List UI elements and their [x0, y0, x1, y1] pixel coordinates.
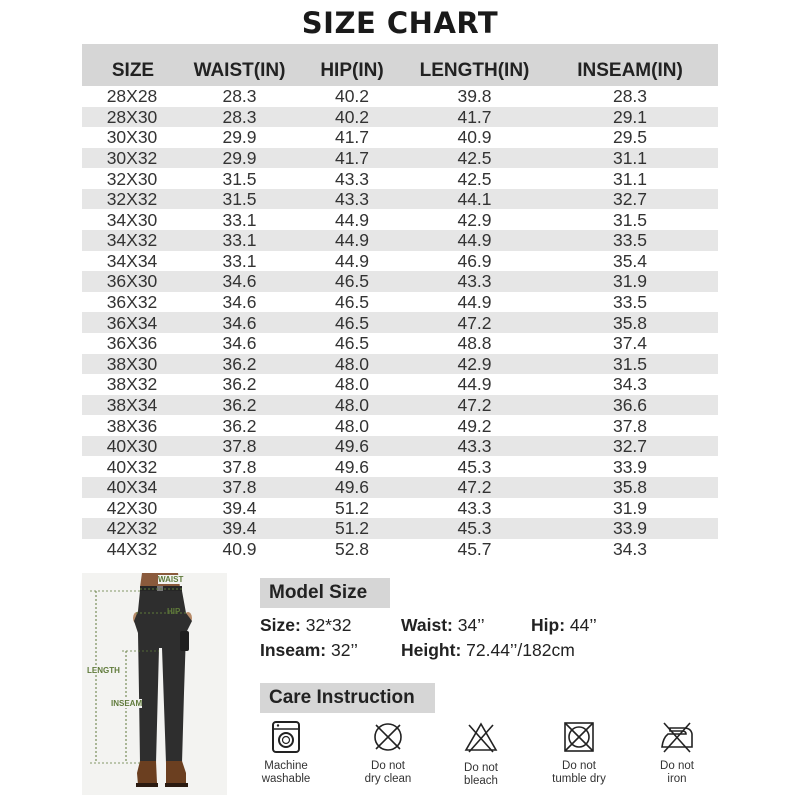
cell-waist: 37.8 — [222, 477, 257, 498]
column-header-size: SIZE — [111, 60, 155, 81]
cell-length: 49.2 — [457, 415, 492, 436]
table-row — [82, 415, 718, 436]
cell-size: 32X30 — [106, 168, 158, 189]
model-size-spec — [260, 615, 351, 636]
cell-waist: 34.6 — [222, 271, 257, 292]
cell-inseam: 31.5 — [612, 353, 648, 374]
cell-waist: 36.2 — [222, 353, 257, 374]
cell-inseam: 34.3 — [612, 374, 648, 395]
cell-size: 44X32 — [106, 539, 158, 559]
cell-length: 42.5 — [457, 168, 492, 189]
cell-hip: 40.2 — [334, 86, 370, 107]
no-tumble-dry-icon — [562, 720, 596, 754]
size-chart-table — [82, 44, 718, 559]
table-row — [82, 148, 718, 169]
care-label-line1: Machine — [264, 760, 308, 772]
table-row — [82, 477, 718, 498]
cell-hip: 46.5 — [334, 271, 370, 292]
cell-hip: 46.5 — [334, 333, 370, 354]
care-item-no-dry-clean — [343, 720, 433, 786]
cell-inseam: 34.3 — [612, 539, 648, 559]
care-item-machine-wash — [241, 720, 331, 786]
cell-inseam: 33.5 — [612, 292, 648, 313]
table-row — [82, 374, 718, 395]
care-label-line2: dry clean — [364, 773, 412, 785]
cell-hip: 48.0 — [334, 415, 370, 436]
cell-length: 47.2 — [457, 312, 492, 333]
table-row — [82, 456, 718, 477]
cell-length: 43.3 — [457, 271, 492, 292]
page-title: SIZE CHART — [301, 6, 499, 40]
waist-label: WAIST — [158, 575, 184, 584]
cell-size: 34X30 — [106, 209, 158, 230]
table-row — [82, 354, 718, 375]
cell-hip: 51.2 — [334, 497, 370, 518]
cell-inseam: 31.1 — [612, 148, 648, 169]
cell-length: 43.3 — [457, 497, 492, 518]
care-label-line1: Do not — [562, 760, 596, 772]
table-row — [82, 498, 718, 519]
care-item-no-iron — [632, 720, 722, 786]
inseam-spec-label: Inseam: — [260, 640, 327, 660]
cell-waist: 36.2 — [222, 394, 257, 415]
waist-spec-value: 34’’ — [452, 615, 485, 635]
cell-size: 28X30 — [106, 106, 158, 127]
cell-length: 43.3 — [457, 436, 492, 457]
inseam-label: INSEAM — [111, 699, 143, 708]
cell-inseam: 31.5 — [612, 209, 648, 230]
table-row — [82, 271, 718, 292]
cell-length: 45.7 — [457, 539, 492, 559]
inseam-spec-value: 32’’ — [326, 640, 358, 660]
cell-size: 38X32 — [106, 374, 158, 395]
cell-inseam: 29.1 — [612, 106, 648, 127]
cell-waist: 34.6 — [222, 292, 257, 313]
cell-hip: 49.6 — [334, 477, 370, 498]
cell-size: 30X32 — [106, 148, 158, 169]
cell-inseam: 29.5 — [612, 127, 648, 148]
column-header-length: LENGTH(IN) — [419, 60, 530, 81]
cell-length: 44.1 — [457, 189, 492, 210]
cell-length: 44.9 — [457, 374, 492, 395]
hip-label: HIP — [167, 607, 181, 616]
care-label-line2: bleach — [464, 775, 498, 787]
cell-waist: 36.2 — [222, 374, 257, 395]
cell-waist: 40.9 — [222, 539, 257, 559]
table-row — [82, 86, 718, 107]
cell-waist: 37.8 — [222, 456, 257, 477]
cell-hip: 46.5 — [334, 312, 370, 333]
cell-hip: 43.3 — [334, 168, 370, 189]
cell-size: 34X34 — [106, 250, 158, 271]
cell-size: 40X30 — [106, 436, 158, 457]
cell-inseam: 37.8 — [612, 415, 648, 436]
cell-size: 38X30 — [106, 353, 158, 374]
cell-hip: 48.0 — [334, 394, 370, 415]
waist-spec-label: Waist: — [401, 615, 453, 635]
cell-inseam: 31.9 — [612, 271, 648, 292]
cell-length: 45.3 — [457, 456, 492, 477]
cell-inseam: 36.6 — [612, 394, 648, 415]
model-size-heading: Model Size — [260, 578, 390, 608]
cell-length: 46.9 — [457, 250, 492, 271]
cell-length: 42.9 — [457, 209, 492, 230]
cell-inseam: 31.9 — [612, 497, 648, 518]
cell-hip: 43.3 — [334, 189, 370, 210]
cell-inseam: 31.1 — [612, 168, 648, 189]
cell-waist: 36.2 — [222, 415, 257, 436]
cell-size: 36X30 — [106, 271, 158, 292]
table-row — [82, 518, 718, 539]
care-label-line1: Do not — [371, 760, 405, 772]
cell-hip: 49.6 — [334, 436, 370, 457]
cell-length: 44.9 — [457, 292, 492, 313]
cell-waist: 31.5 — [222, 168, 257, 189]
column-header-hip: HIP(IN) — [320, 60, 384, 81]
cell-waist: 28.3 — [222, 106, 257, 127]
cell-hip: 48.0 — [334, 374, 370, 395]
care-label-line1: Do not — [464, 762, 498, 774]
cell-size: 38X36 — [106, 415, 158, 436]
cell-inseam: 32.7 — [612, 436, 648, 457]
cell-hip: 41.7 — [334, 127, 370, 148]
cell-size: 42X32 — [106, 518, 158, 539]
cell-size: 34X32 — [106, 230, 158, 251]
table-row — [82, 251, 718, 272]
model-height-spec — [401, 640, 575, 661]
table-row — [82, 127, 718, 148]
care-label-line2: tumble dry — [552, 773, 606, 785]
cell-waist: 33.1 — [222, 209, 257, 230]
hip-spec-value: 44’’ — [565, 615, 597, 635]
cell-size: 42X30 — [106, 497, 158, 518]
table-row — [82, 539, 718, 560]
size-label: Size: — [260, 615, 301, 635]
care-item-no-tumble-dry — [534, 720, 624, 786]
cell-inseam: 33.9 — [612, 518, 648, 539]
cell-length: 45.3 — [457, 518, 492, 539]
care-instruction-heading: Care Instruction — [260, 683, 435, 713]
cell-size: 36X36 — [106, 333, 158, 354]
cell-size: 36X34 — [106, 312, 158, 333]
cell-waist: 33.1 — [222, 230, 257, 251]
cell-length: 44.9 — [457, 230, 492, 251]
cell-inseam: 37.4 — [612, 333, 648, 354]
table-row — [82, 395, 718, 416]
model-measurement-figure — [82, 573, 227, 795]
cell-waist: 39.4 — [222, 497, 257, 518]
cell-waist: 39.4 — [222, 518, 257, 539]
cell-waist: 29.9 — [222, 148, 257, 169]
cell-hip: 44.9 — [334, 250, 370, 271]
no-iron-icon — [658, 720, 696, 754]
model-hip-spec — [531, 615, 597, 636]
cell-hip: 44.9 — [334, 209, 370, 230]
cell-length: 39.8 — [457, 86, 492, 107]
column-header-waist: WAIST(IN) — [193, 60, 286, 81]
length-label: LENGTH — [87, 666, 120, 675]
cell-waist: 29.9 — [222, 127, 257, 148]
cell-inseam: 35.8 — [612, 477, 648, 498]
cell-hip: 52.8 — [334, 539, 370, 559]
size-value: 32*32 — [300, 615, 352, 635]
machine-wash-icon — [271, 720, 301, 754]
cell-length: 42.9 — [457, 353, 492, 374]
model-waist-spec — [401, 615, 485, 636]
care-label-line1: Do not — [660, 760, 694, 772]
height-spec-value: 72.44’’/182cm — [461, 640, 575, 660]
table-row — [82, 209, 718, 230]
cell-length: 42.5 — [457, 148, 492, 169]
cell-hip: 44.9 — [334, 230, 370, 251]
cell-waist: 28.3 — [222, 86, 257, 107]
cell-length: 47.2 — [457, 394, 492, 415]
cell-hip: 46.5 — [334, 292, 370, 313]
cell-inseam: 28.3 — [612, 86, 648, 107]
table-row — [82, 230, 718, 251]
cell-size: 30X30 — [106, 127, 158, 148]
cell-size: 40X34 — [106, 477, 158, 498]
cell-length: 47.2 — [457, 477, 492, 498]
table-row — [82, 333, 718, 354]
table-row — [82, 292, 718, 313]
pants-illustration — [82, 573, 227, 795]
cell-waist: 34.6 — [222, 312, 257, 333]
cell-size: 36X32 — [106, 292, 158, 313]
cell-length: 48.8 — [457, 333, 492, 354]
care-label-line2: washable — [261, 773, 311, 785]
column-header-inseam: INSEAM(IN) — [577, 60, 683, 81]
table-row — [82, 436, 718, 457]
cell-hip: 51.2 — [334, 518, 370, 539]
cell-waist: 33.1 — [222, 250, 257, 271]
cell-waist: 31.5 — [222, 189, 257, 210]
cell-waist: 37.8 — [222, 436, 257, 457]
cell-inseam: 35.4 — [612, 250, 648, 271]
cell-size: 38X34 — [106, 394, 158, 415]
cell-inseam: 35.8 — [612, 312, 648, 333]
cell-hip: 49.6 — [334, 456, 370, 477]
hip-spec-label: Hip: — [531, 615, 566, 635]
table-row — [82, 312, 718, 333]
cell-waist: 34.6 — [222, 333, 257, 354]
care-label-line2: iron — [667, 773, 687, 785]
model-inseam-spec — [260, 640, 358, 661]
table-row — [82, 107, 718, 128]
height-spec-label: Height: — [401, 640, 462, 660]
cell-length: 41.7 — [457, 106, 492, 127]
no-bleach-icon — [463, 720, 499, 754]
cell-hip: 40.2 — [334, 106, 370, 127]
cell-length: 40.9 — [457, 127, 492, 148]
cell-hip: 41.7 — [334, 148, 370, 169]
cell-size: 32X32 — [106, 189, 158, 210]
no-dry-clean-icon — [371, 720, 405, 754]
table-row — [82, 189, 718, 210]
cell-size: 40X32 — [106, 456, 158, 477]
care-item-no-bleach — [436, 720, 526, 788]
table-body — [82, 86, 718, 559]
table-header — [82, 44, 718, 86]
cell-inseam: 33.5 — [612, 230, 648, 251]
table-row — [82, 168, 718, 189]
cell-inseam: 32.7 — [612, 189, 648, 210]
cell-size: 28X28 — [106, 86, 158, 107]
cell-hip: 48.0 — [334, 353, 370, 374]
cell-inseam: 33.9 — [612, 456, 648, 477]
